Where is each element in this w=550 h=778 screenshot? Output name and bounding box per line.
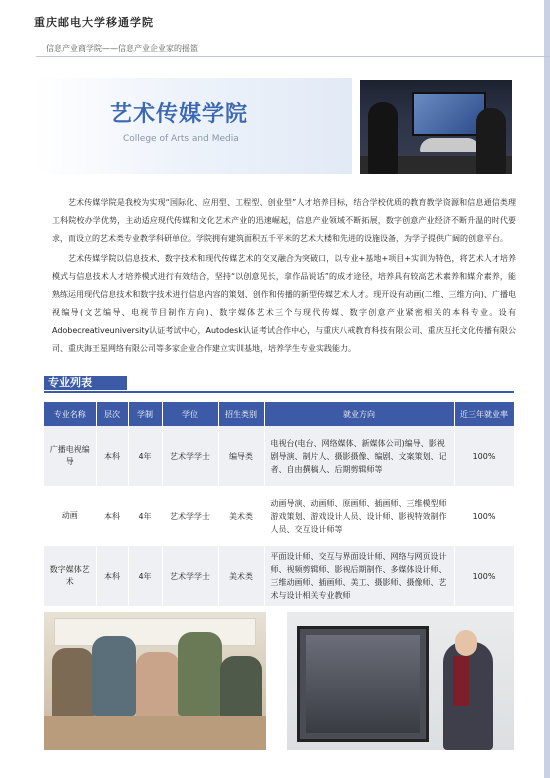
table-cell: 4年: [128, 486, 162, 546]
section-heading: 专业列表: [44, 376, 127, 390]
header-divider: [36, 56, 550, 57]
table-header-cell: 就业方向: [264, 402, 454, 426]
table-row: [44, 486, 514, 546]
teacher-scarf: [453, 656, 469, 706]
table-cell: 艺术学学士: [162, 426, 218, 486]
table-cell: 100%: [454, 426, 514, 486]
classroom-table: [44, 716, 266, 750]
university-name: 重庆邮电大学移通学院: [34, 16, 154, 29]
table-cell: 动画导演、动画师、原画师、插画师、三维模型师游戏策划、游戏设计人员、设计师、影视特效制作人员、交互设计师等: [264, 486, 454, 546]
header-logo: [34, 14, 154, 30]
table-cell: 本科: [96, 546, 128, 606]
table-cell: 本科: [96, 426, 128, 486]
table-row: [44, 426, 514, 486]
table-header-cell: 学位: [162, 402, 218, 426]
intro-paragraph: 艺术传媒学院是我校为实现“国际化、应用型、工程型、创业型”人才培养目标，结合学校优质的教育教学资源和信息通信类理工科院校办学优势，主动适应现代传媒和文化艺术产业的迅速崛起，信息产业领域不断拓展，数字创意产业经济不断升温的时代要求，而设立的艺术类专业教学科研单位。学院拥有建筑面积五千平米的艺术大楼和先进的设施设备，为学子提供广阔的创意平台。: [52, 198, 516, 243]
table-header-cell: 近三年就业率: [454, 402, 514, 426]
table-cell: 100%: [454, 546, 514, 606]
camera-operator-figure: [368, 102, 398, 174]
software-ui: [306, 635, 420, 733]
table-header-row: [44, 402, 514, 426]
table-header-cell: 学制: [128, 402, 162, 426]
table-cell: 数字媒体艺术: [44, 546, 96, 606]
table-header-cell: 层次: [96, 402, 128, 426]
classroom-shelf: [54, 618, 256, 646]
studio-screen: [412, 92, 486, 136]
table-cell: 艺术学学士: [162, 546, 218, 606]
section-divider: [44, 391, 514, 393]
table-cell: 艺术学学士: [162, 486, 218, 546]
display-screen: [297, 626, 429, 742]
college-title-english: College of Arts and Media: [123, 134, 239, 144]
table-cell: 美术类: [218, 546, 264, 606]
table-cell: 美术类: [218, 486, 264, 546]
table-cell: 电视台(电台、网络媒体、新媒体公司)编导、影视剧导演、制片人、摄影摄像、编剧、文案策划、记者、自由撰稿人、后期剪辑师等: [264, 426, 454, 486]
header-subtitle: 信息产业商学院——信息产业企业家的摇篮: [46, 44, 198, 53]
table-row: [44, 546, 514, 606]
table-cell: 4年: [128, 426, 162, 486]
college-title: 艺术传媒学院: [110, 102, 249, 127]
table-cell: 平面设计师、交互与界面设计师、网络与网页设计师、视频剪辑师、影视后期制作、多媒体设计师、三维动画师、插画师、美工、摄影师、摄像师、艺术与设计相关专业教师: [264, 546, 454, 606]
classroom-photo: [44, 612, 266, 750]
table-cell: 4年: [128, 546, 162, 606]
table-cell: 本科: [96, 486, 128, 546]
table-header-cell: 招生类别: [218, 402, 264, 426]
table-header-cell: 专业名称: [44, 402, 96, 426]
right-edge-bar: [544, 0, 550, 778]
table-cell: 编导类: [218, 426, 264, 486]
table-cell: 100%: [454, 486, 514, 546]
teacher-face: [455, 630, 477, 656]
studio-photo: [360, 80, 512, 174]
student-figure: [92, 636, 136, 716]
studio-desk: [420, 138, 480, 152]
table-cell: 广播电视编导: [44, 426, 96, 486]
intro-paragraph: 艺术传媒学院以信息技术、数字技术和现代传媒艺术的交叉融合为突破口，以专业+基地+项目+实训为特色，将艺术人才培养模式与信息技术人才培养模式进行有效结合，坚持“以创意见长，拿作品说话”的成才途径，培养具有较高艺术素养和媒介素养，能熟练运用现代信息技术和数字技术进行信息内容的策划、创作和传播的新型传媒艺术人才。现开设有动画(二维、三维方向)、广播电视编导(文艺编导、电视节目制作方向)、数字媒体艺术三个与现代传媒、数字创意产业紧密相关的本科专业。设有Adobecreativeuniversity认证考试中心，Autodesk认证考试合作中心，与重庆八戒教育科技有限公司、重庆互托文化传播有限公司、重庆海王星网络有限公司等多家企业合作建立实训基地，培养学生专业实践能力。: [52, 254, 516, 353]
table-cell: 动画: [44, 486, 96, 546]
teaching-photo: [287, 612, 514, 750]
student-figure: [178, 632, 222, 716]
intro-text: [52, 194, 516, 360]
majors-table: [44, 402, 515, 606]
camera-operator-figure: [476, 108, 506, 174]
